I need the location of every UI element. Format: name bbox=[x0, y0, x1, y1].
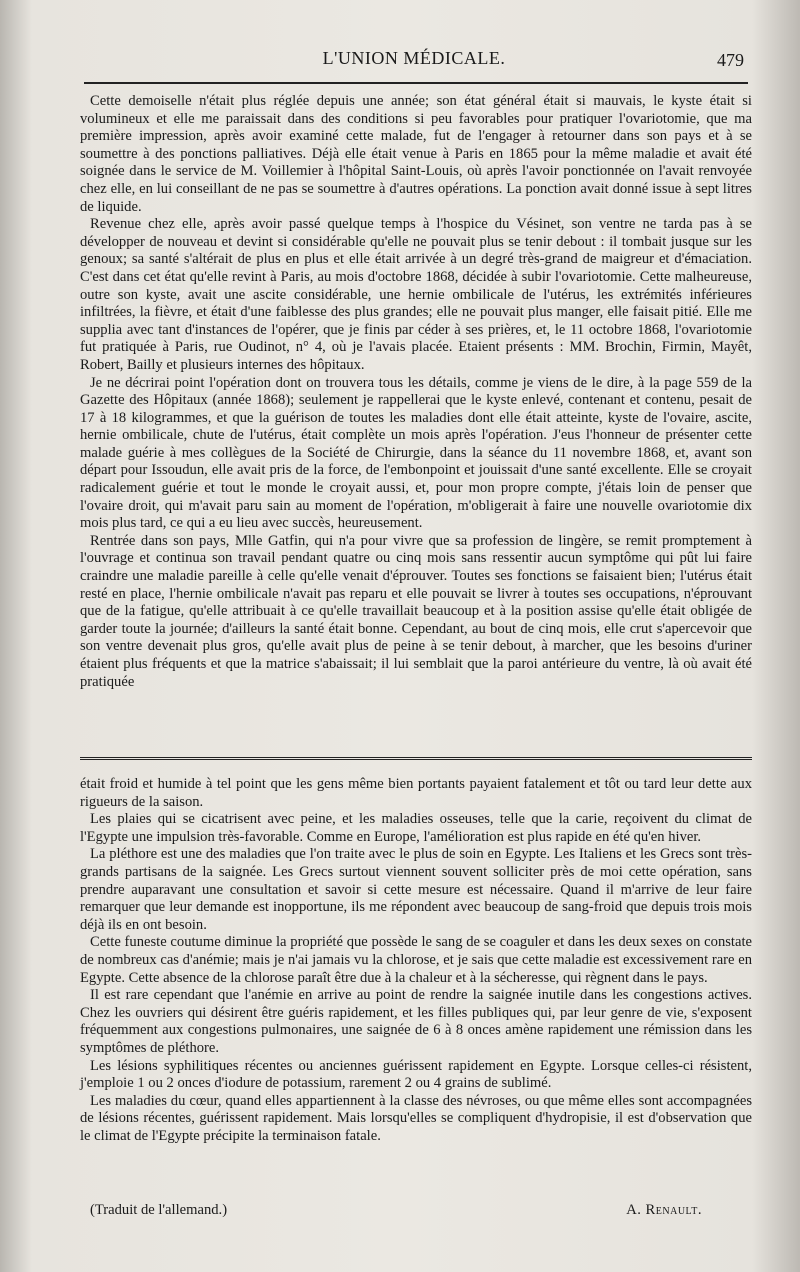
author-signature: A. Renault. bbox=[626, 1202, 702, 1218]
paragraph: Cette funeste coutume diminue la propriété que possède le sang de se coaguler et dans les deux sexes on constate de nombreux cas d'anémie; mais je n'ai jamais vu la chlorose, et je sais que cette maladie est excessivement rare en Egypte. Cette absence de la chlorose paraît être due à la chaleur et à la sécheresse, qui règnent dans le pays. bbox=[80, 934, 752, 986]
paragraph: était froid et humide à tel point que les gens même bien portants payaient fatalement et tôt ou tard leur dette aux rigueurs de la saison. bbox=[80, 776, 752, 810]
article-signoff bbox=[90, 1202, 702, 1220]
paragraph: Les maladies du cœur, quand elles appartiennent à la classe des névroses, ou que même elles sont accompagnées de lésions récentes, guérissent rapidement. Mais lorsqu'elles se compliquent d'hydropisie, il est d'observation que le climat de l'Egypte précipite la terminaison fatale. bbox=[80, 1092, 752, 1144]
paragraph: Je ne décrirai point l'opération dont on trouvera tous les détails, comme je viens de le dire, à la page 559 de la Gazette des Hôpitaux (année 1868); seulement je rappellerai que le kyste enlevé, contenant et contenu, pesait de 17 à 18 kilogrammes, et que la guérison de toutes les maladies dont elle était atteinte, kyste de l'ovaire, ascite, hernie ombilicale, chute de l'utérus, était complète un mois après l'opération. J'eus l'honneur de présenter cette malade guérie à mes collègues de la Société de Chirurgie, dans la séance du 11 novembre 1868, et, avant son départ pour Issoudun, elle avait pris de la force, de l'embonpoint et jouissait d'une santé excellente. Elle se croyait radicalement guérie et tout le monde le croyait aussi, et, pour mon propre compte, j'étais loin de penser que l'ovaire droit, qui m'avait paru sain au moment de l'opération, m'obligerait à faire une nouvelle ovariotomie dix mois plus tard, ce qui a eu lieu avec succès, heureusement. bbox=[80, 374, 752, 532]
paragraph: La pléthore est une des maladies que l'on traite avec le plus de soin en Egypte. Les Italiens et les Grecs sont très-grands partisans de la saignée. Les Grecs surtout viennent souvent solliciter près de moi cette opération, sans prendre auparavant une consultation et savoir si cette mesure est nécessaire. Quand il m'arrive de leur faire remarquer que leur demande est inopportune, ils me répondent avec beaucoup de sang-froid que depuis trois mois déjà ils en ont besoin. bbox=[80, 846, 752, 933]
section-separator bbox=[80, 757, 752, 760]
header-rule bbox=[84, 82, 748, 84]
paragraph: Les lésions syphilitiques récentes ou anciennes guérissent rapidement en Egypte. Lorsque celles-ci résistent, j'emploie 1 ou 2 onces d'iodure de potassium, rarement 2 ou 4 grains de sublimé. bbox=[80, 1057, 752, 1092]
article-ovariotomie bbox=[80, 93, 752, 691]
paragraph: Il est rare cependant que l'anémie en arrive au point de rendre la saignée inutile dans les congestions actives. Chez les ouvriers qui désirent être guéris rapidement, et les filles publiques qui, par leur genre de vie, s'exposent fréquemment aux congestions pulmonaires, une saignée de 6 à 8 onces amène rapidement une rémission dans les symptômes de pléthore. bbox=[80, 987, 752, 1056]
paragraph: Revenue chez elle, après avoir passé quelque temps à l'hospice du Vésinet, son ventre ne tarda pas à se développer de nouveau et devint si considérable qu'elle ne pouvait plus se tenir debout : il tombait jusque sur les genoux; sa santé s'altérait de plus en plus et elle était arrivée à un degré très-grand de maigreur et d'émaciation. C'est dans cet état qu'elle revint à Paris, au mois d'octobre 1868, décidée à subir l'ovariotomie. Cette malheureuse, outre son kyste, avait une ascite considérable, une hernie ombilicale de l'utérus, les extrémités inférieures infiltrées, la fièvre, et était d'une faiblesse des plus grandes; elle ne pouvait plus manger, elle faisait pitié. Elle me supplia avec tant d'instances de l'opérer, que je finis par céder à ses prières, et, le 11 octobre 1868, l'ovariotomie fut pratiquée à Paris, rue Oudinot, n° 4, où je l'avais placée. Etaient présents : MM. Brochin, Firmin, Mayêt, Robert, Bailly et plusieurs internes des hôpitaux. bbox=[80, 216, 752, 373]
paragraph: Cette demoiselle n'était plus réglée depuis une année; son état général était si mauvais, le kyste était si volumineux et elle me paraissait dans des conditions si peu favorables pour pratiquer l'ovariotomie, que ma première impression, après avoir examiné cette malade, fut de l'engager à retourner dans son pays et à se soumettre à des ponctions palliatives. Déjà elle était venue à Paris en 1865 pour la même maladie et avait été soignée dans le service de M. Voillemier à l'hôpital Saint-Louis, où après l'avoir ponctionnée on l'avait renvoyée chez elle, en lui conseillant de ne pas se soumettre à d'autres opérations. La ponction avait donné issue à sept litres de liquide. bbox=[80, 93, 752, 215]
article-egypte bbox=[80, 776, 752, 1145]
page-number: 479 bbox=[717, 50, 744, 70]
paragraph: Les plaies qui se cicatrisent avec peine, et les maladies osseuses, telle que la carie, reçoivent du climat de l'Egypte une impulsion très-favorable. Comme en Europe, l'amélioration est plus rapide en été qu'en hiver. bbox=[80, 811, 752, 845]
paragraph: Rentrée dans son pays, Mlle Gatfin, qui n'a pour vivre que sa profession de lingère, se remit promptement à l'ouvrage et continua son travail pendant quatre ou cinq mois sans ressentir aucun symptôme qui pût lui faire craindre une maladie pareille à celle qu'elle venait d'éprouver. Toutes ses fonctions se faisaient bien; l'utérus était resté en place, l'hernie ombilicale n'avait pas reparu et elle pouvait se livrer à toutes ses occupations, n'éprouvant que de la fatigue, qu'elle attribuait à ce qu'elle travaillait beaucoup et à la position assise qu'elle était obligée de garder toute la journée; d'ailleurs la santé était bonne. Cependant, au bout de cinq mois, elle crut s'apercevoir que son ventre devenait plus gros, qu'elle avait plus de peine à se tenir debout, à marcher, que les besoins d'uriner étaient plus fréquents et que la matrice s'abaissait; il lui semblait que la paroi antérieure du ventre, là où avait été pratiquée bbox=[80, 532, 752, 690]
translator-note: (Traduit de l'allemand.) bbox=[90, 1202, 228, 1218]
running-title: L'UNION MÉDICALE. bbox=[322, 48, 506, 68]
page-header bbox=[80, 48, 748, 74]
